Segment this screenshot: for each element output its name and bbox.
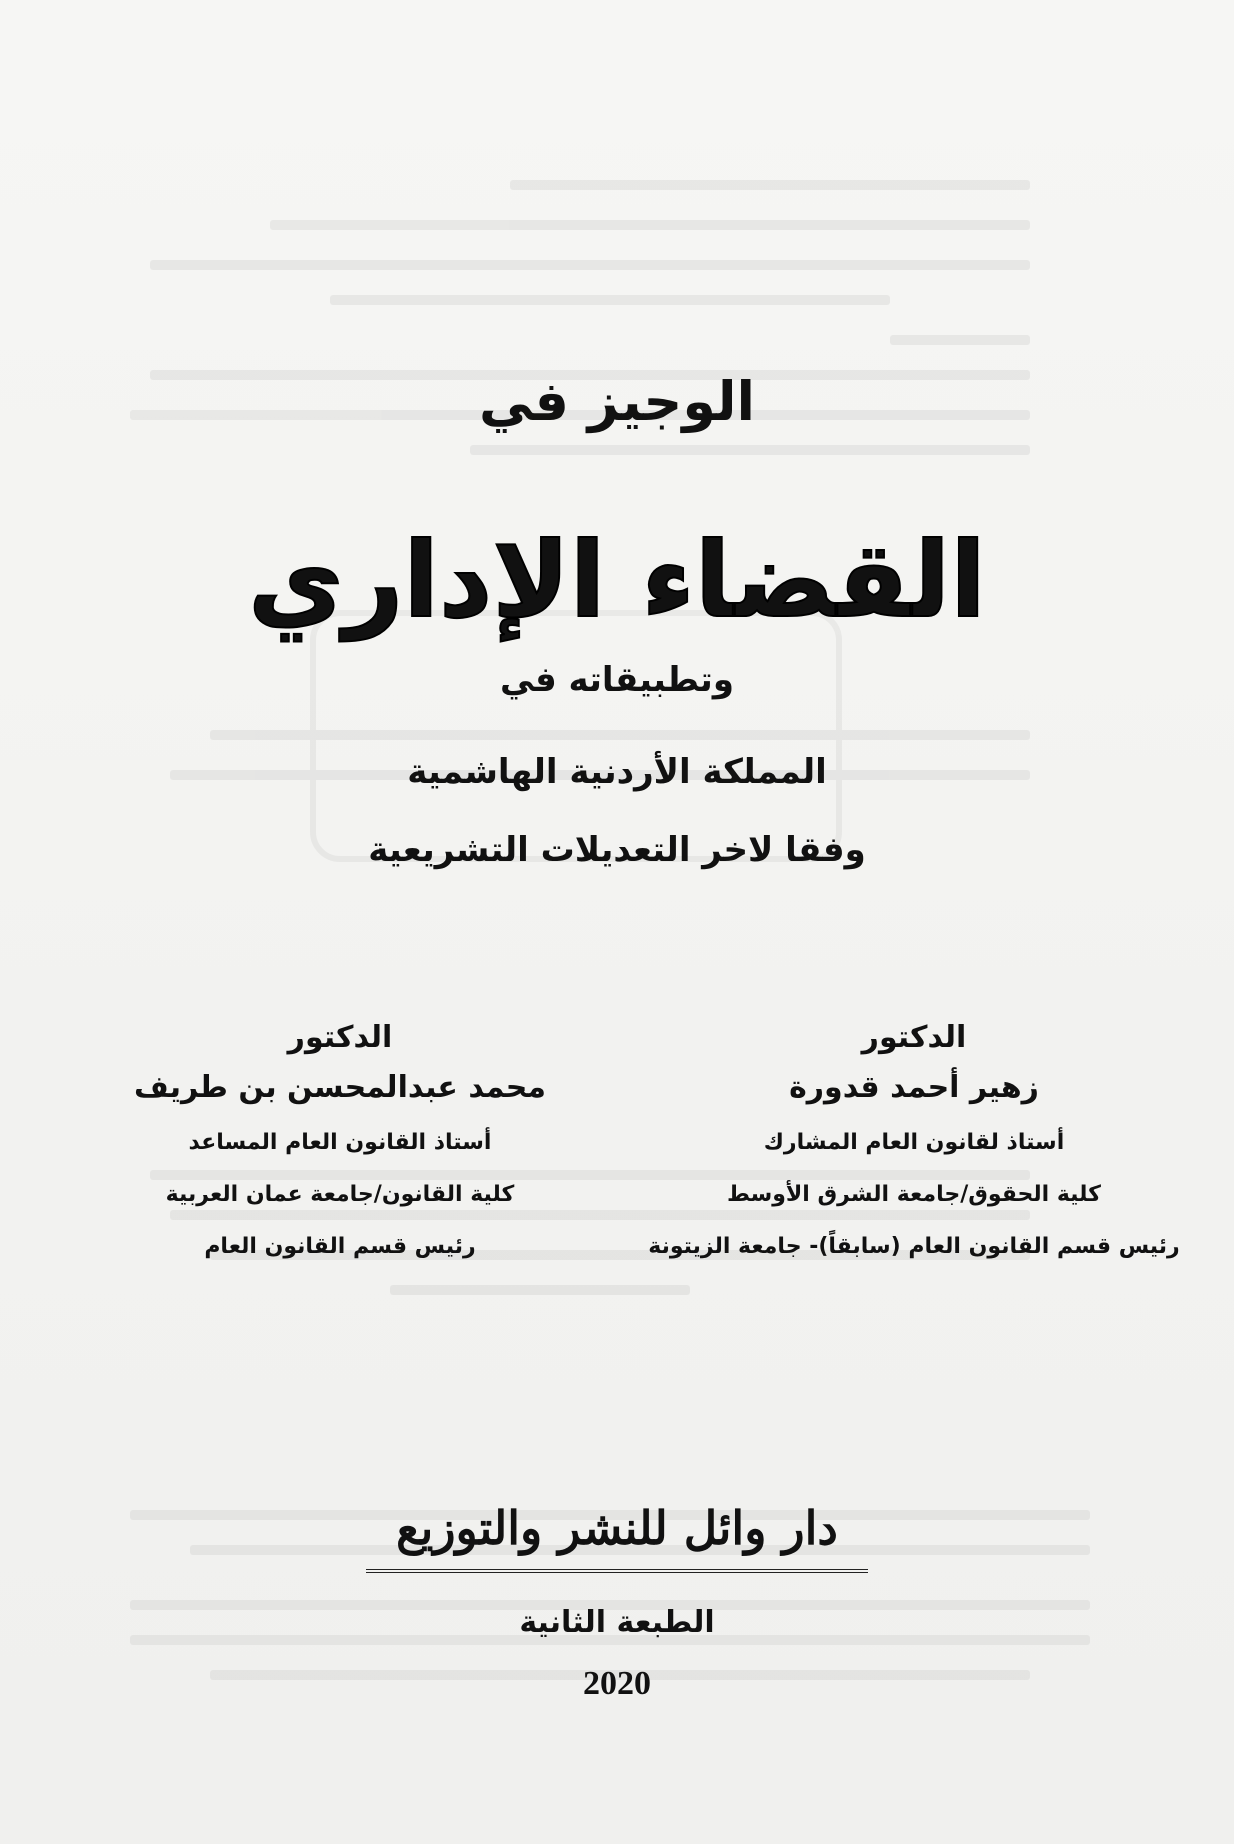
author-2-affiliation: كلية القانون/جامعة عمان العربية bbox=[165, 1182, 515, 1207]
publication-year: 2020 bbox=[583, 1665, 651, 1702]
author-1-affiliation: كلية الحقوق/جامعة الشرق الأوسط bbox=[727, 1182, 1101, 1207]
author-1-name: زهير أحمد قدورة bbox=[789, 1070, 1039, 1105]
author-1-title: الدكتور bbox=[861, 1020, 967, 1055]
publisher-logo bbox=[0, 1495, 1234, 1573]
author-2-department: رئيس قسم القانون العام bbox=[204, 1234, 476, 1259]
title-prefix: الوجيز في bbox=[479, 370, 755, 433]
author-2-title: الدكتور bbox=[287, 1020, 393, 1055]
author-1-former-position: رئيس قسم القانون العام (سابقاً)- جامعة الزيتونة bbox=[648, 1234, 1180, 1259]
author-1 bbox=[634, 1020, 1194, 1286]
edition-label: الطبعة الثانية bbox=[519, 1605, 715, 1640]
book-title: القضاء الإداري bbox=[248, 519, 986, 641]
author-2-name: محمد عبدالمحسن بن طريف bbox=[133, 1070, 547, 1105]
author-1-position: أستاذ لقانون العام المشارك bbox=[763, 1130, 1065, 1155]
publisher-name: دار وائل للنشر والتوزيع bbox=[366, 1495, 868, 1573]
subtitle-line-2: المملكة الأردنية الهاشمية bbox=[407, 752, 827, 792]
author-2 bbox=[60, 1020, 620, 1286]
subtitle-line-1: وتطبيقاته في bbox=[500, 660, 734, 700]
subtitle-line-3: وفقا لاخر التعديلات التشريعية bbox=[368, 830, 866, 870]
author-2-position: أستاذ القانون العام المساعد bbox=[188, 1130, 492, 1155]
